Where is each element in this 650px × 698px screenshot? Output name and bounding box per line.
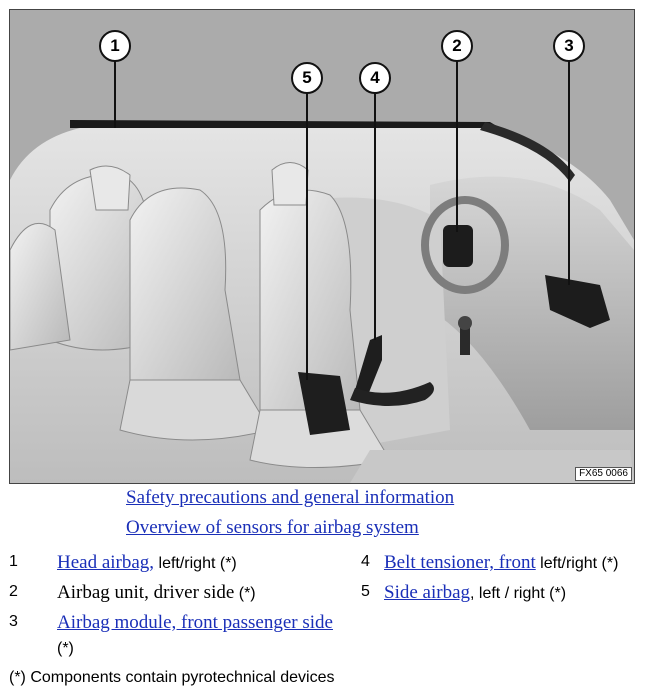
callout-5: 5 (291, 62, 323, 94)
airbag-diagram (9, 9, 635, 484)
figure-code: FX65 0066 (575, 467, 632, 481)
legend-item-side-airbag (384, 581, 566, 606)
legend-num-1: 1 (9, 553, 18, 570)
legend-suffix-2: (*) (234, 585, 256, 602)
legend-text-airbag-unit: Airbag unit, driver side (57, 582, 235, 603)
link-head-airbag[interactable]: Head airbag, (57, 552, 155, 573)
callout-2: 2 (441, 30, 473, 62)
legend-item-head-airbag (57, 551, 237, 576)
callout-3: 3 (553, 30, 585, 62)
legend-item-airbag-unit (57, 581, 256, 606)
legend-item-passenger-airbag (57, 611, 347, 661)
legend-suffix-1: left/right (*) (154, 555, 237, 572)
link-safety-precautions[interactable]: Safety precautions and general information (126, 487, 455, 508)
legend-num-5: 5 (361, 583, 370, 600)
link-belt-tensioner[interactable]: Belt tensioner, front (384, 552, 536, 573)
link-passenger-airbag[interactable]: Airbag module, front passenger side (57, 612, 333, 633)
callout-4: 4 (359, 62, 391, 94)
legend-num-3: 3 (9, 613, 18, 630)
link-overview-sensors[interactable]: Overview of sensors for airbag system (126, 517, 419, 538)
legend-num-4: 4 (361, 553, 370, 570)
legend-suffix-4: left/right (*) (535, 555, 619, 572)
callout-1: 1 (99, 30, 131, 62)
legend-suffix-3: (*) (57, 640, 74, 657)
legend-item-belt-tensioner (384, 551, 618, 576)
legend-num-2: 2 (9, 583, 18, 600)
legend-suffix-5: , left / right (*) (470, 585, 567, 602)
link-side-airbag[interactable]: Side airbag (384, 582, 471, 603)
footnote: (*) Components contain pyrotechnical devices (9, 669, 335, 686)
